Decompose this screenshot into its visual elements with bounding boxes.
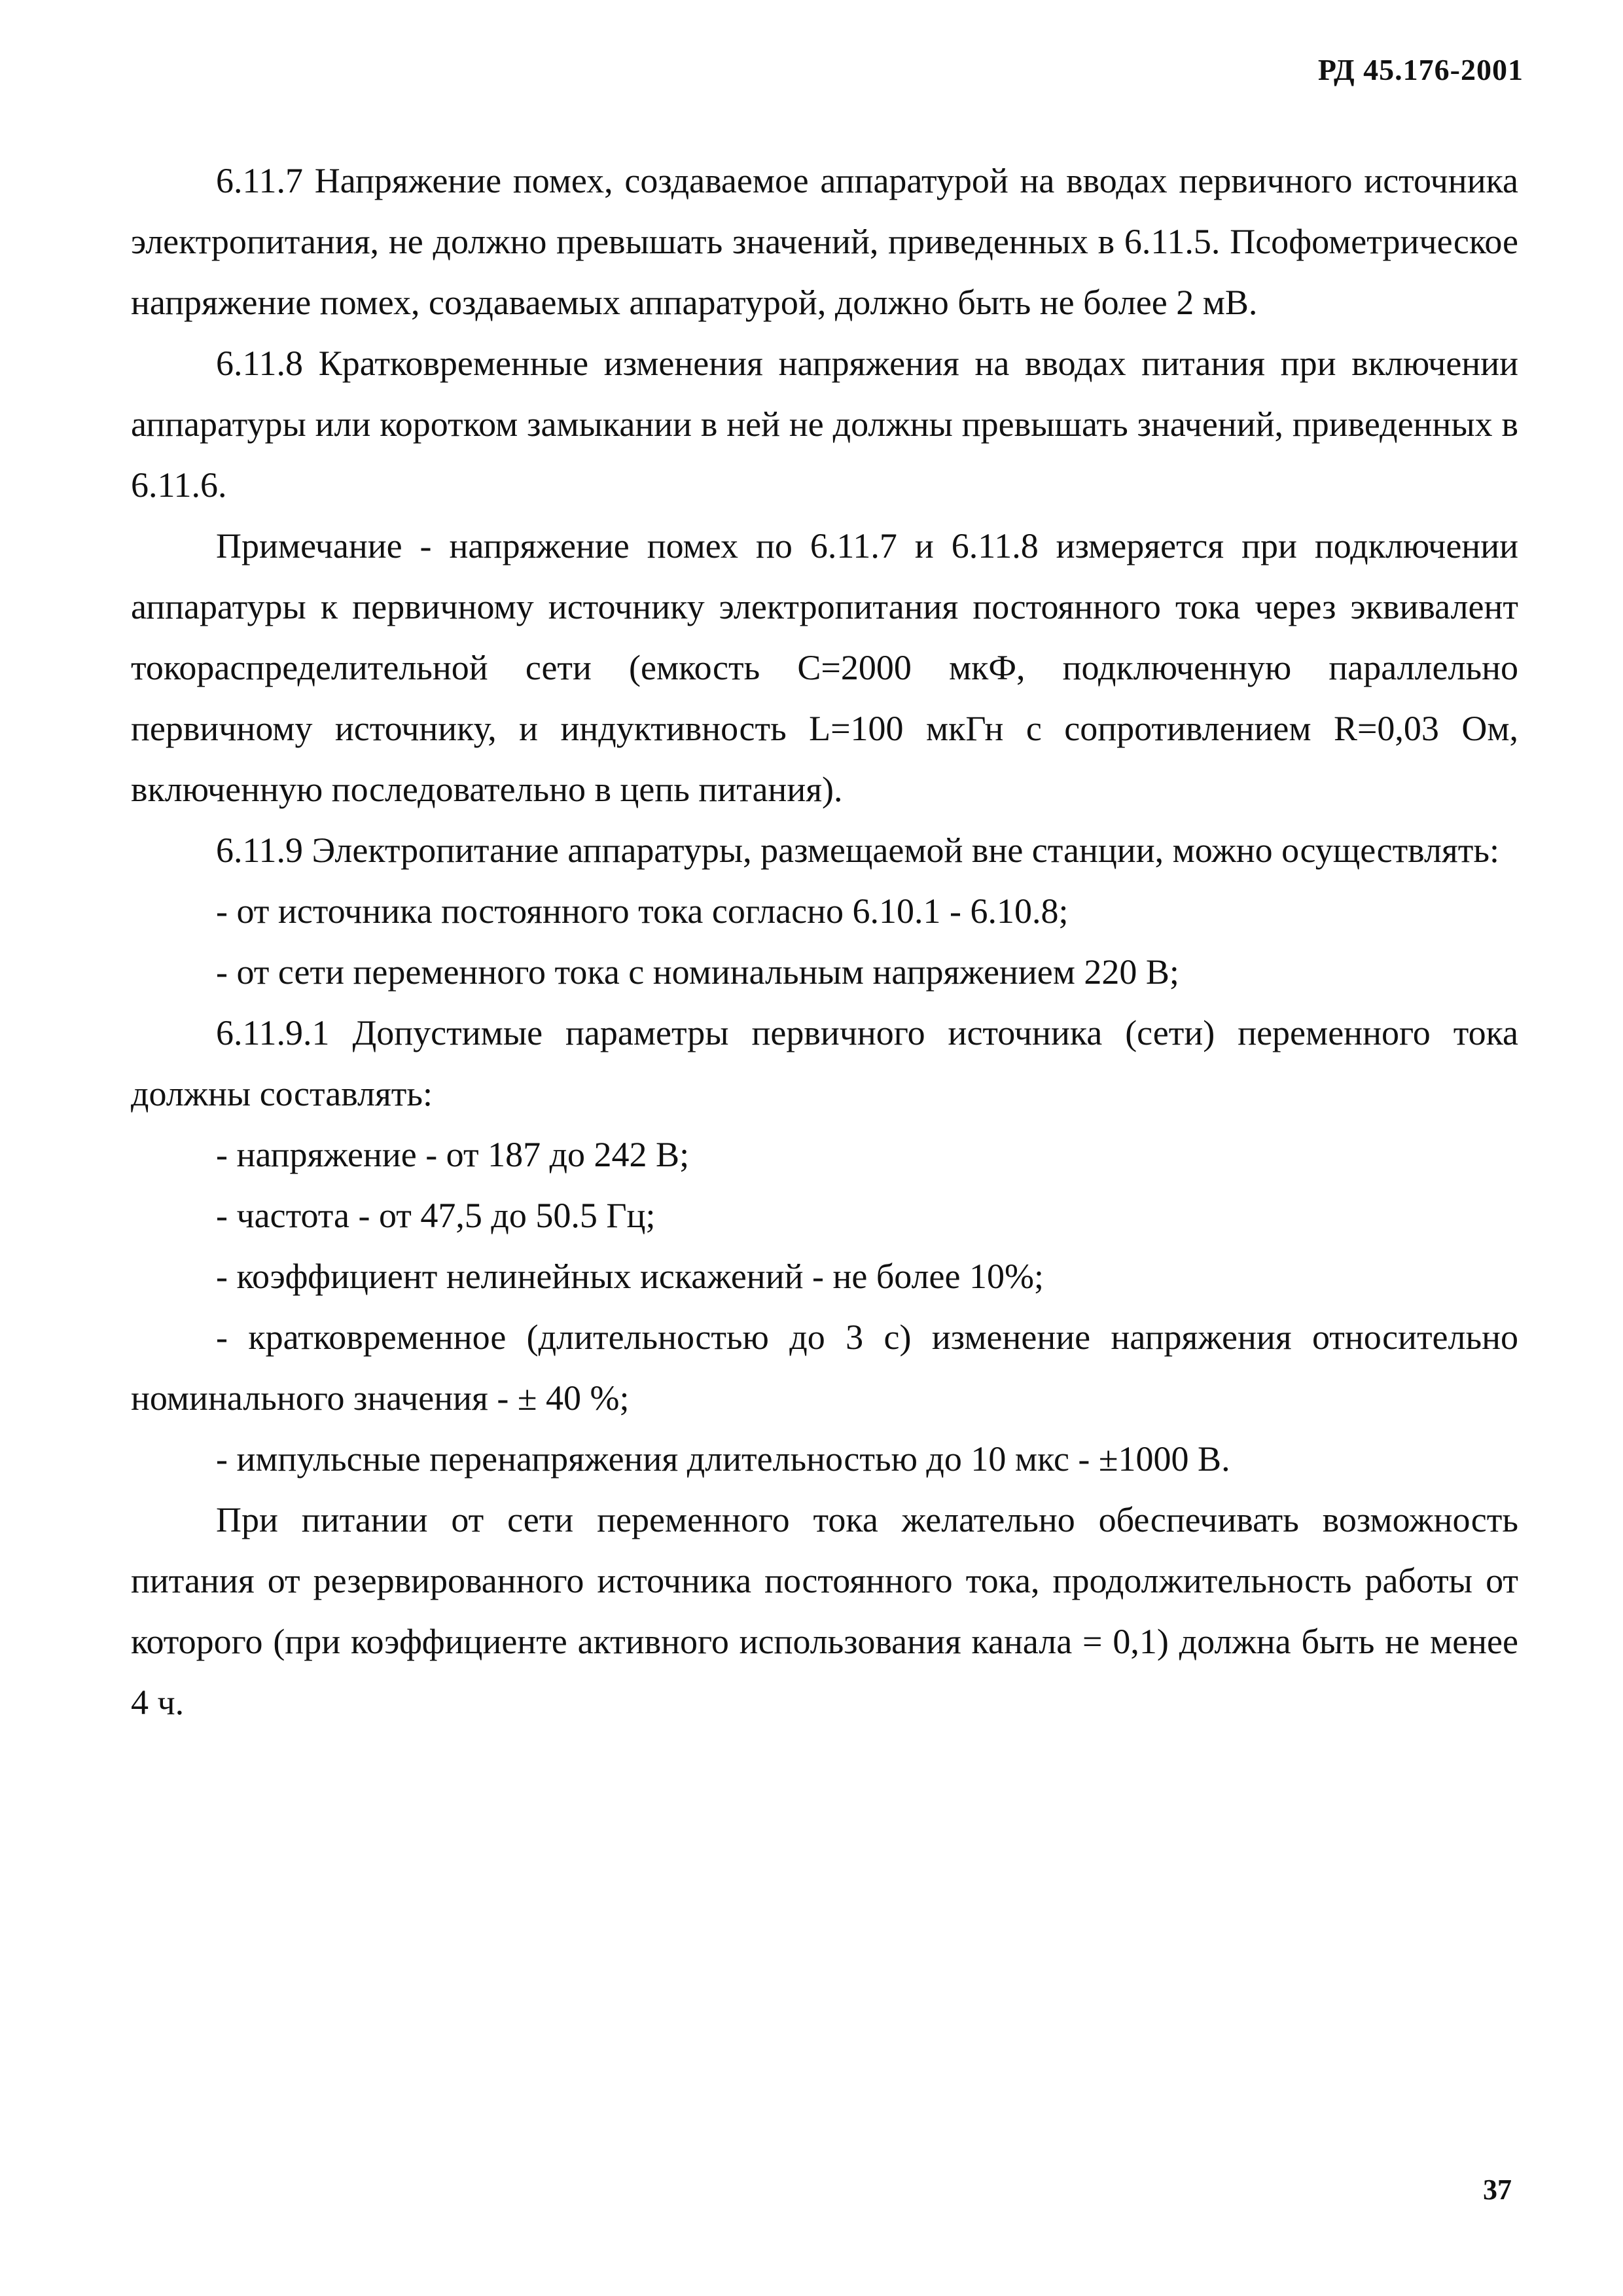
paragraph-note: Примечание - напряжение помех по 6.11.7 и 6.11.8 измеряется при подключении аппаратуры к первичному источнику электропитания постоянного тока через эквивалент токораспределительной сети (емкость С=2000 мкФ, подключенную параллельно первичному источнику, и индуктивность L=100 мкГн с сопротивлением R=0,03 Ом, включенную последовательно в цепь питания). [131, 526, 1518, 809]
list-item-distortion: - коэффициент нелинейных искажений - не более 10%; [216, 1257, 1044, 1296]
list-item-dc-source: - от источника постоянного тока согласно 6.10.1 - 6.10.8; [216, 891, 1069, 931]
paragraph-backup-power: При питании от сети переменного тока желательно обеспечивать возможность питания от резервированного источника постоянного тока, продолжительность работы от которого (при коэффициенте активного использования канала = 0,1) должна быть не менее 4 ч. [131, 1500, 1518, 1722]
list-item-impulse-overvoltage: - импульсные перенапряжения длительностью до 10 мкс - ±1000 В. [216, 1439, 1230, 1479]
list-item-voltage: - напряжение - от 187 до 242 В; [216, 1135, 690, 1174]
paragraph-6-11-9: 6.11.9 Электропитание аппаратуры, размещаемой вне станции, можно осуществлять: [216, 831, 1499, 870]
paragraph-6-11-8: 6.11.8 Кратковременные изменения напряжения на вводах питания при включении аппаратуры или коротком замыкании в ней не должны превышать значений, приведенных в 6.11.6. [131, 344, 1518, 505]
paragraph-6-11-9-1: 6.11.9.1 Допустимые параметры первичного источника (сети) переменного тока должны составлять: [131, 1013, 1518, 1113]
paragraph-6-11-7: 6.11.7 Напряжение помех, создаваемое аппаратурой на вводах первичного источника электропитания, не должно превышать значений, приведенных в 6.11.5. Псофометрическое напряжение помех, создаваемых аппаратурой, должно быть не более 2 мВ. [131, 161, 1518, 322]
list-item-frequency: - частота - от 47,5 до 50.5 Гц; [216, 1196, 656, 1235]
list-item-ac-network: - от сети переменного тока с номинальным напряжением 220 В; [216, 952, 1179, 992]
document-code-header: РД 45.176-2001 [1317, 53, 1524, 86]
document-body [131, 151, 1518, 1733]
list-item-short-term-change: - кратковременное (длительностью до 3 с) изменение напряжения относительно номинального значения - ± 40 %; [131, 1318, 1518, 1418]
page-number: 37 [1483, 2174, 1512, 2206]
